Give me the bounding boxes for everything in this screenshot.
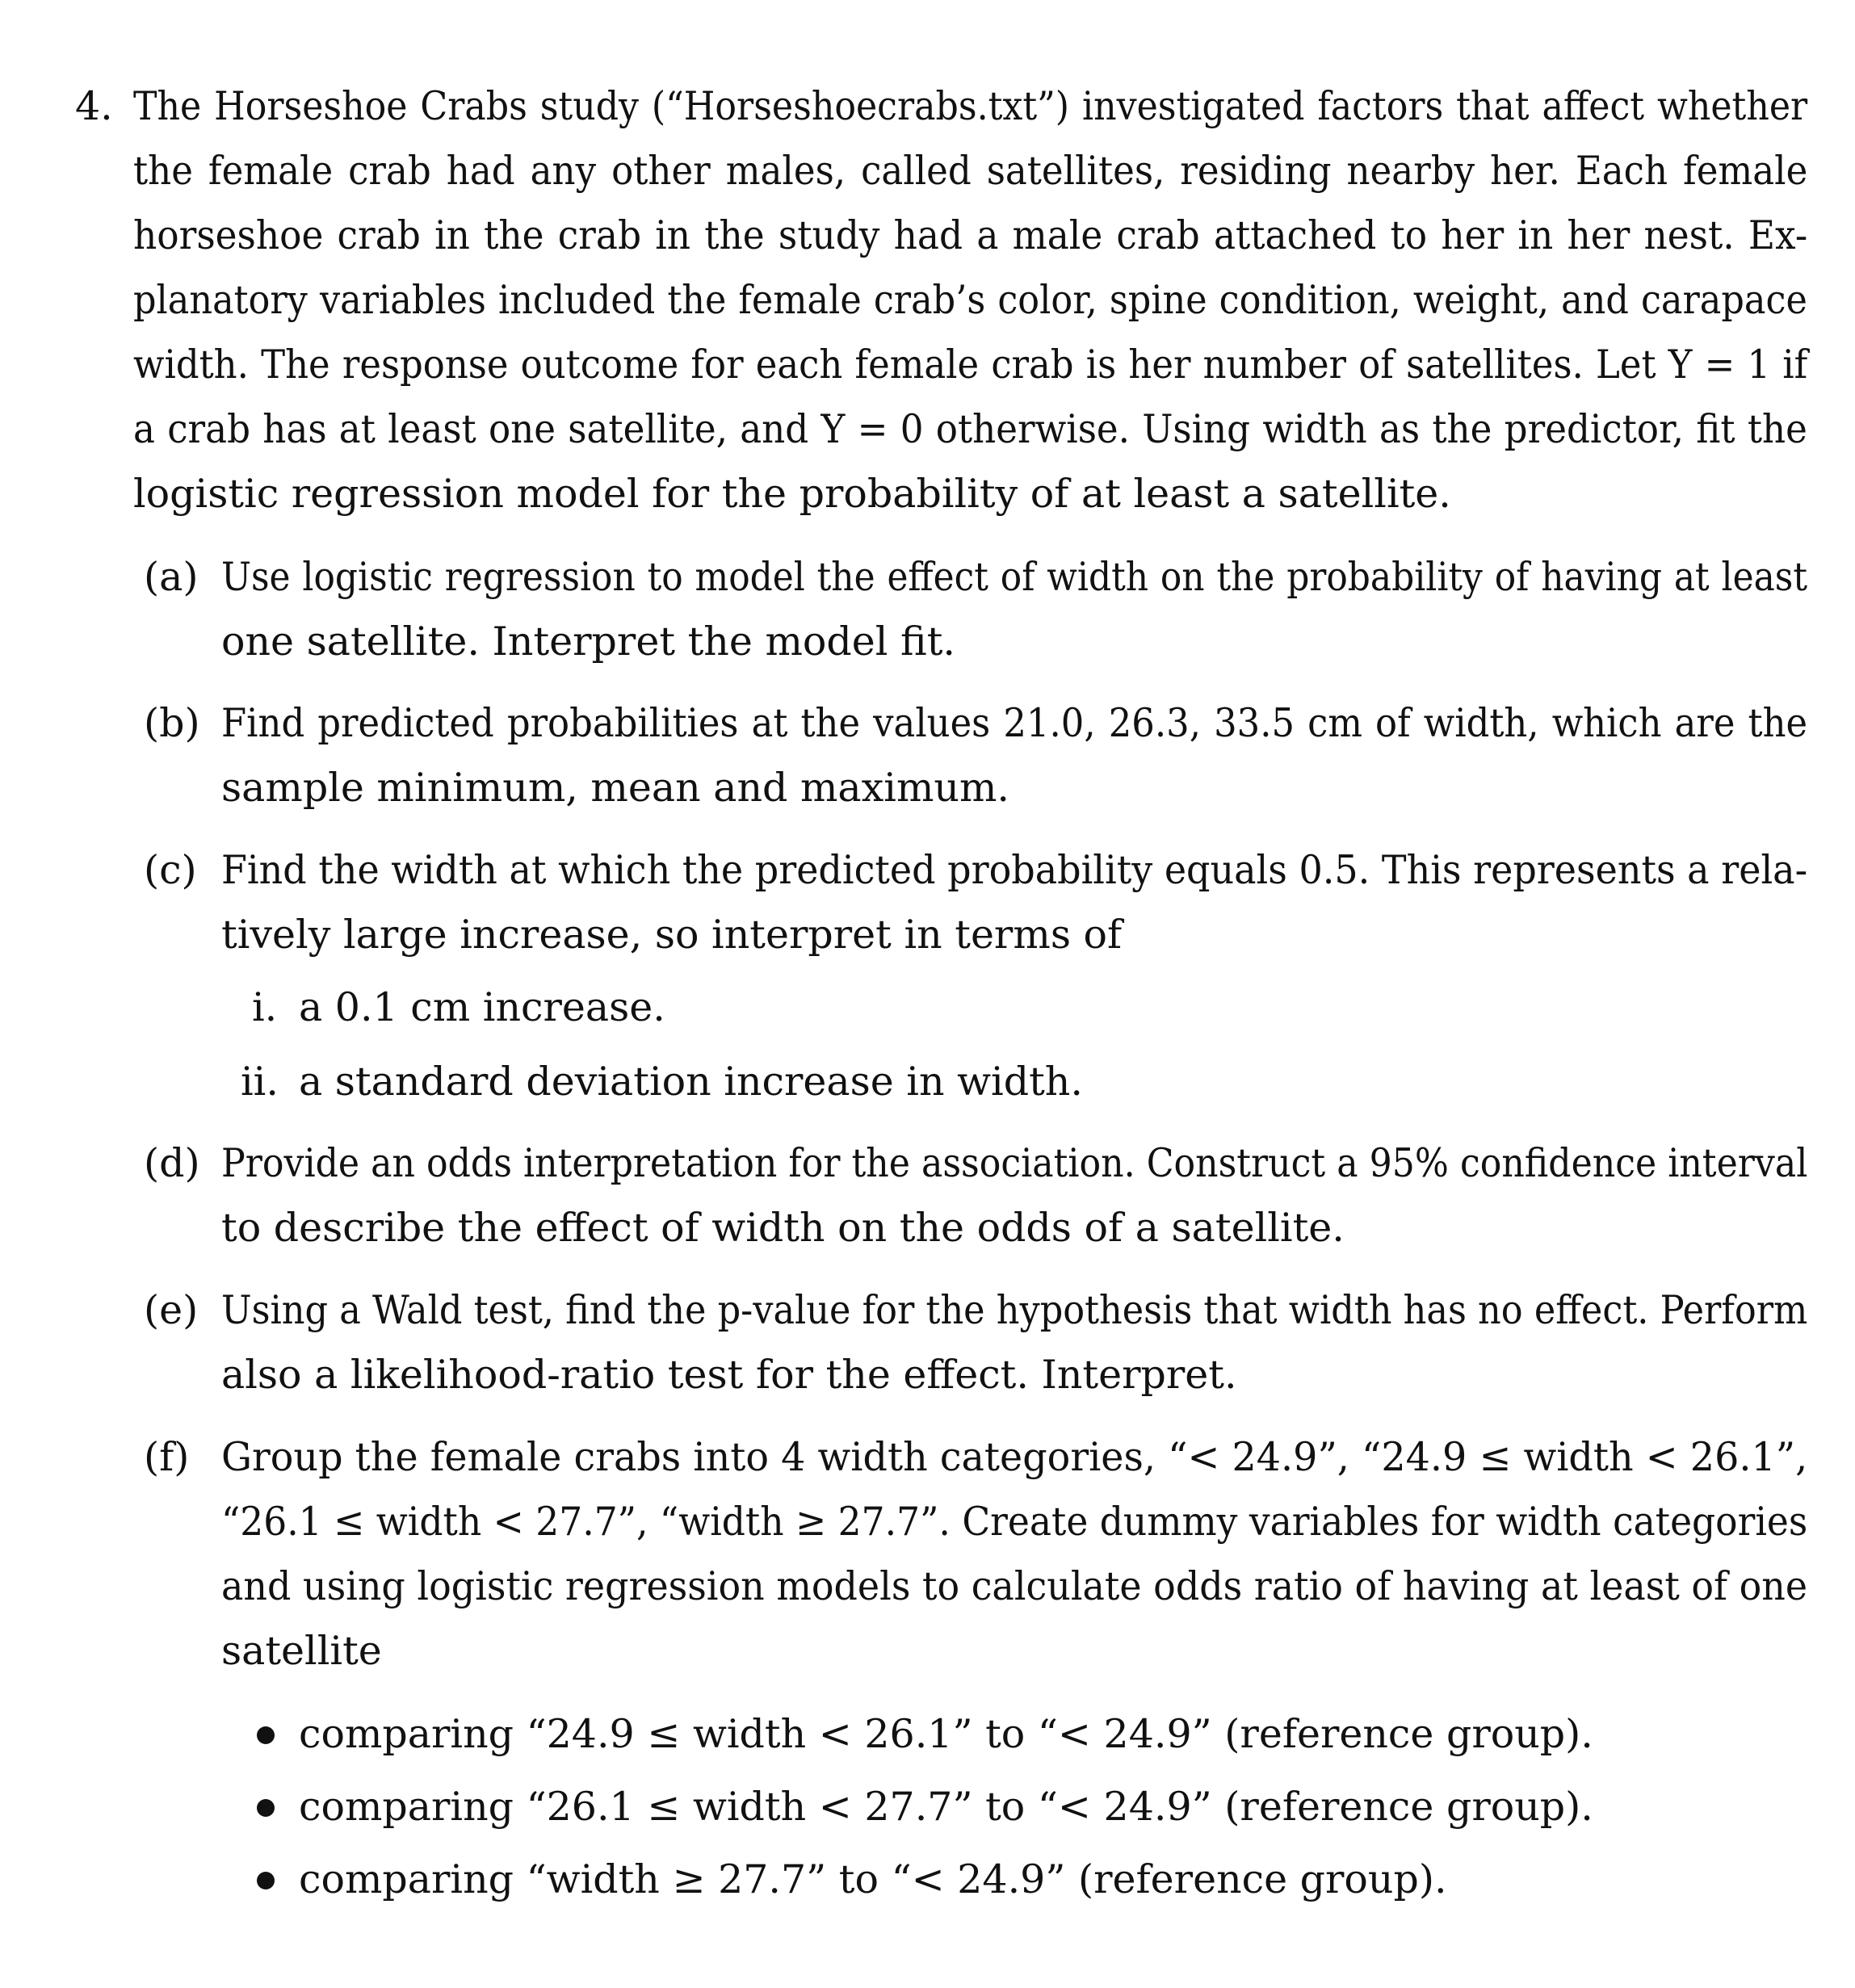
bullet-icon (257, 1726, 275, 1744)
intro-line: horseshoe crab in the crab in the study had a male crab attached to her in her nest. Ex- (133, 212, 1808, 258)
intro-line: planatory variables included the female crab’s color, spine condition, weight, and carapace (133, 277, 1807, 323)
part-a-label: (a) (144, 554, 199, 600)
intro-line: logistic regression model for the probability of at least a satellite. (133, 471, 1451, 517)
problem-number: 4. (75, 83, 113, 129)
part-b-text: sample minimum, mean and maximum. (221, 765, 1010, 811)
part-c-text: tively large increase, so interpret in terms of (221, 912, 1123, 958)
part-f-label: (f) (144, 1434, 190, 1480)
part-b-label: (b) (144, 700, 200, 746)
subitem-label: i. (252, 984, 278, 1030)
intro-line: a crab has at least one satellite, and Y = 0 otherwise. Using width as the predictor, fit the (133, 406, 1807, 452)
part-d-text: Provide an odds interpretation for the association. Construct a 95% confidence interval (221, 1140, 1808, 1186)
subitem-label: ii. (241, 1059, 279, 1105)
subitem-text: a 0.1 cm increase. (299, 984, 665, 1030)
part-f-text: satellite (221, 1628, 382, 1674)
part-d-text: to describe the effect of width on the odds of a satellite. (221, 1205, 1345, 1251)
bullet-text: comparing “24.9 ≤ width < 26.1” to “< 24.9” (reference group). (299, 1711, 1593, 1757)
bullet-icon (257, 1799, 275, 1817)
part-f-text: and using logistic regression models to calculate odds ratio of having at least of one (221, 1563, 1808, 1609)
part-f-text: Group the female crabs into 4 width categories, “< 24.9”, “24.9 ≤ width < 26.1”, (221, 1434, 1808, 1480)
intro-line: The Horseshoe Crabs study (“Horseshoecrabs.txt”) investigated factors that affect whether (133, 83, 1808, 129)
part-d-label: (d) (144, 1140, 200, 1186)
intro-line: width. The response outcome for each female crab is her number of satellites. Let Y = 1 if (133, 342, 1808, 388)
part-f-text: “26.1 ≤ width < 27.7”, “width ≥ 27.7”. Create dummy variables for width categories (221, 1499, 1808, 1545)
part-b-text: Find predicted probabilities at the values 21.0, 26.3, 33.5 cm of width, which are the (221, 700, 1808, 746)
bullet-icon (257, 1872, 275, 1889)
bullet-text: comparing “width ≥ 27.7” to “< 24.9” (reference group). (299, 1856, 1447, 1902)
part-e-text: Using a Wald test, find the p-value for the hypothesis that width has no effect. Perform (221, 1287, 1808, 1333)
part-e-text: also a likelihood-ratio test for the effect. Interpret. (221, 1352, 1237, 1398)
subitem-text: a standard deviation increase in width. (299, 1059, 1083, 1105)
intro-line: the female crab had any other males, called satellites, residing nearby her. Each female (133, 148, 1808, 194)
part-c-label: (c) (144, 847, 197, 893)
bullet-text: comparing “26.1 ≤ width < 27.7” to “< 24.9” (reference group). (299, 1784, 1593, 1830)
part-a-text: Use logistic regression to model the effect of width on the probability of having at least (221, 554, 1807, 600)
part-a-text: one satellite. Interpret the model fit. (221, 619, 955, 665)
part-c-text: Find the width at which the predicted probability equals 0.5. This represents a rela- (221, 847, 1808, 893)
part-e-label: (e) (144, 1287, 199, 1333)
